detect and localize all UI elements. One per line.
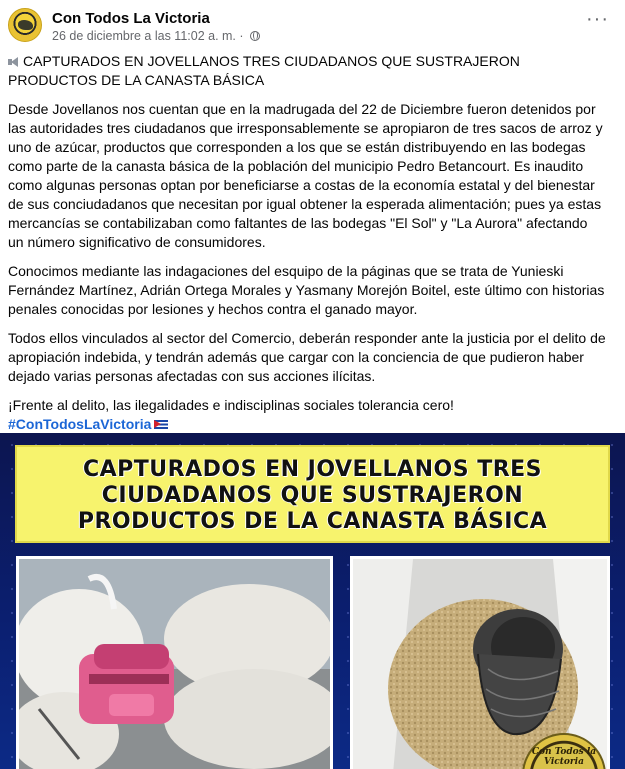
sacks-illustration — [19, 559, 330, 769]
post-date-link[interactable]: 26 de diciembre a las 11:02 a. m. — [52, 29, 236, 43]
post-paragraph-2: Conocimos mediante las indagaciones del esquipo de la páginas que se trata de Yunieski Fernández Martínez, Adrián Ortega Morales y Yasmany Morejón Boitel, este último con historias penales conocidas por lesiones y hechos contra el ganado mayor. — [8, 263, 605, 317]
post-meta — [52, 29, 260, 43]
post-paragraph-1: Desde Jovellanos nos cuentan que en la madrugada del 22 de Diciembre fueron detenidos por las autoridades tres ciudadanos que irresponsablemente se apropiaron de tres sacos de arroz y uno de azúcar, productos que corresponden a los que se están distribuyendo en las bodegas como parte de la canasta básica de la población del municipio Pedro Betancourt. Es inaudito como algunas personas optan por beneficiarse a costas de la economía estatal y del bienestar de sus conciudadanos que necesitan por igual obtener la esperada alimentación; pues ya estas mercancías se contabilizaban como faltantes de las bodegas "El Sol" y "La Aurora" afectando un número significativo de consumidores. — [8, 101, 603, 250]
post-paragraph-3: Todos ellos vinculados al sector del Comercio, deberán responder ante la justicia por el delito de apropiación indebida, y tendrán además que cargar con la conciencia de que pudieron haber dejado varias personas afectadas con sus acciones ilícitas. — [8, 330, 606, 384]
post-image[interactable] — [0, 433, 625, 769]
meta-separator: · — [239, 29, 244, 43]
page-avatar[interactable] — [8, 8, 42, 42]
megaphone-icon — [8, 57, 20, 67]
globe-icon — [250, 31, 260, 41]
more-options-button[interactable]: ··· — [586, 8, 609, 30]
banner-line-1: CAPTURADOS EN JOVELLANOS TRES — [82, 457, 543, 482]
post-headline: CAPTURADOS EN JOVELLANOS TRES CIUDADANOS QUE SUSTRAJERON PRODUCTOS DE LA CANASTA BÁSICA — [8, 53, 520, 88]
image-headline-banner — [15, 445, 610, 543]
hashtag-link-1[interactable]: #ConTodosLaVictoria — [8, 415, 606, 434]
page-name-link[interactable]: Con Todos La Victoria — [52, 10, 210, 27]
photo-sacks — [16, 556, 333, 769]
page-logo-watermark: Con Todos la Victoria — [522, 733, 606, 769]
post-header — [0, 0, 625, 50]
cuba-flag-icon — [154, 420, 168, 429]
banner-line-3: PRODUCTOS DE LA CANASTA BÁSICA — [77, 509, 548, 534]
banner-line-2: CIUDADANOS QUE SUSTRAJERON — [101, 483, 524, 508]
post-text — [8, 52, 606, 453]
post-closing: ¡Frente al delito, las ilegalidades e indisciplinas sociales tolerancia cero! #ConTodosLaVictoria — [8, 396, 606, 453]
